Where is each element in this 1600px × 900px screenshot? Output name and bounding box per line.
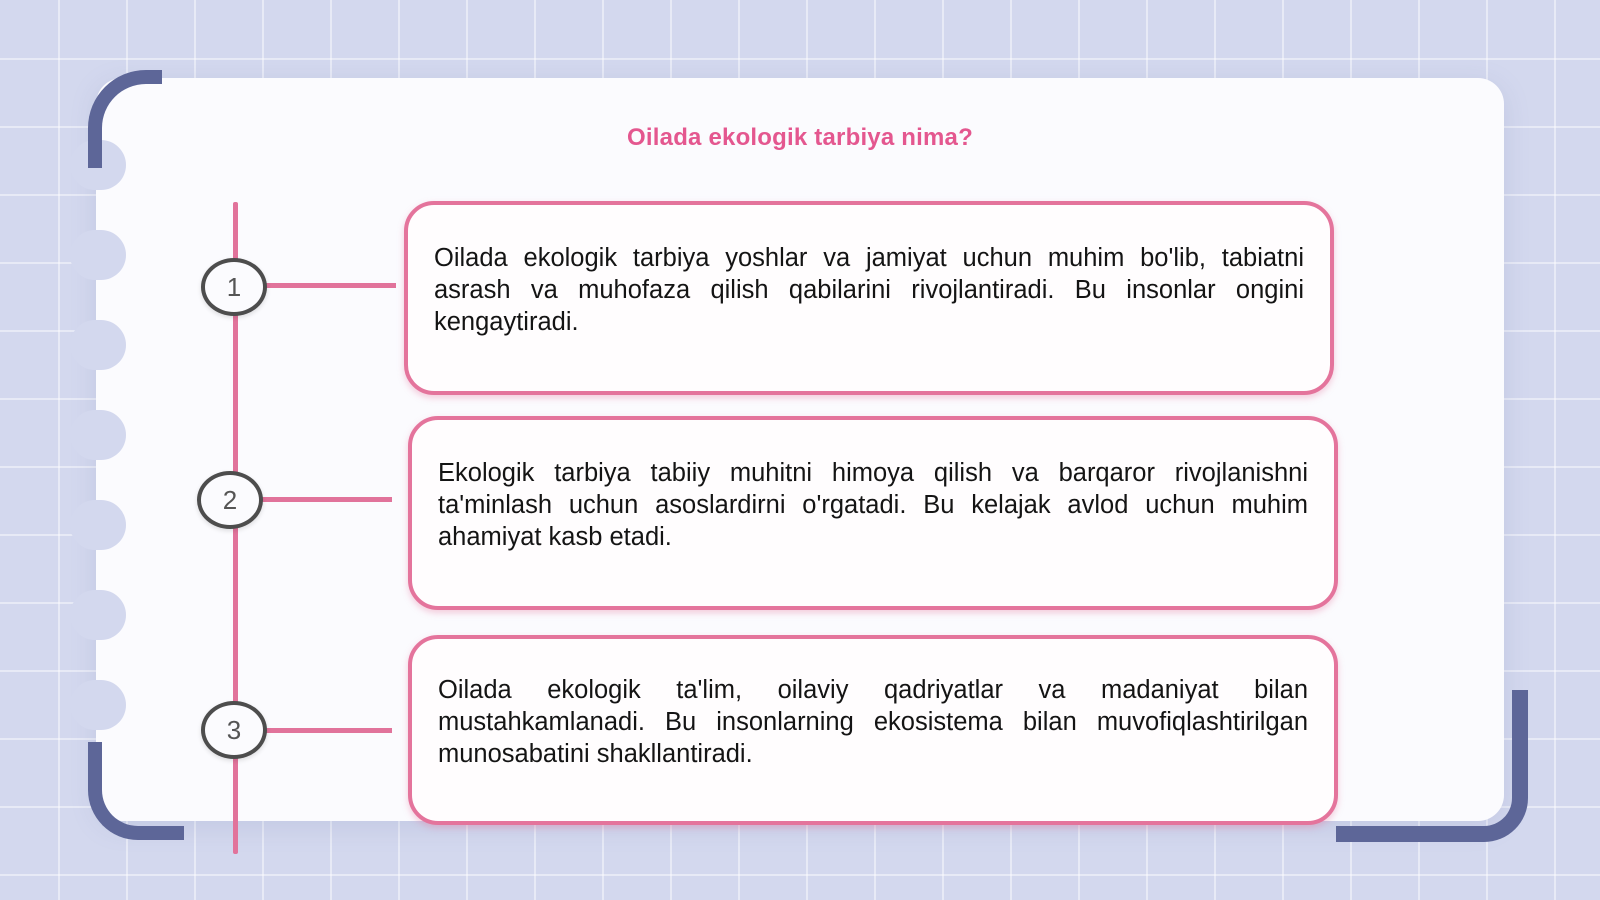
- step-number-badge: [197, 471, 263, 529]
- info-card: [404, 201, 1334, 395]
- step-number-badge: [201, 701, 267, 759]
- timeline-connector: [258, 497, 392, 502]
- corner-bracket-top-left: [88, 70, 162, 168]
- info-card-text: Ekologik tarbiya tabiiy muhitni himoya qilish va barqaror rivojlanishni ta'minlash uchun asoslardirni o'rgatadi. Bu kelajak avlod uchun muhim ahamiyat kasb etadi.: [438, 459, 1308, 551]
- info-card: [408, 416, 1338, 610]
- step-number: 3: [226, 714, 242, 745]
- sheet-notch: [70, 680, 126, 730]
- sheet-notch: [70, 500, 126, 550]
- info-card: [408, 635, 1338, 825]
- corner-bracket-bottom-left: [88, 742, 184, 840]
- sheet-notch: [70, 320, 126, 370]
- sheet-notch: [70, 410, 126, 460]
- sheet-notch: [70, 230, 126, 280]
- sheet-notch: [70, 590, 126, 640]
- step-number-badge: [201, 258, 267, 316]
- timeline-connector: [262, 728, 392, 733]
- step-number: 2: [222, 484, 238, 515]
- corner-bracket-bottom-right: [1336, 690, 1528, 842]
- timeline-connector: [262, 283, 396, 288]
- info-card-text: Oilada ekologik tarbiya yoshlar va jamiyat uchun muhim bo'lib, tabiatni asrash va muhofaza qilish qabilarini rivojlantiradi. Bu insonlar ongini kengaytiradi.: [434, 244, 1304, 336]
- step-number: 1: [226, 271, 242, 302]
- slide-title: Oilada ekologik tarbiya nima?: [627, 124, 973, 151]
- info-card-text: Oilada ekologik ta'lim, oilaviy qadriyatlar va madaniyat bilan mustahkamlanadi. Bu insonlarning ekosistema bilan muvofiqlashtirilgan munosabatini shakllantiradi.: [438, 676, 1308, 768]
